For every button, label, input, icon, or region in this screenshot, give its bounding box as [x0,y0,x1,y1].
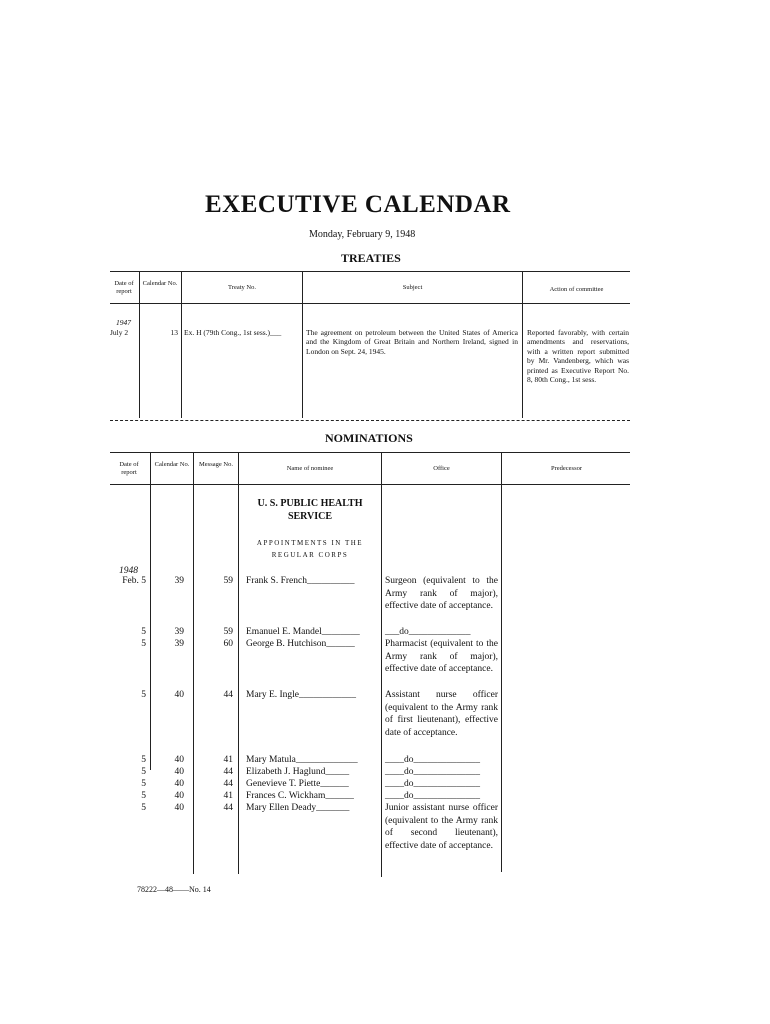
row-message-no: 44 [223,779,233,789]
row-message-no: 60 [223,639,233,649]
col-header-treaty-no: Treaty No. [228,284,256,291]
column-divider [150,452,151,770]
row-date: 5 [141,791,146,801]
row-date: 5 [141,779,146,789]
col-header-action: Action of committee [549,286,604,293]
rule [110,452,630,453]
rule [110,420,630,421]
column-divider [302,271,303,418]
date-line: Monday, February 9, 1948 [309,229,416,240]
row-message-no: 44 [223,803,233,813]
row-message-no: 59 [223,576,233,586]
footer-print-code: 78222—48——No. 14 [137,885,211,894]
row-name: Mary E. Ingle____________ [246,690,357,700]
row-message-no: 44 [223,767,233,777]
row-name: Genevieve T. Piette______ [246,779,349,789]
row-name: Frank S. French__________ [246,576,355,586]
col-header-calendar-no: Calendar No. [142,280,178,287]
nominations-heading: NOMINATIONS [325,431,413,445]
row-calendar-no: 40 [174,690,184,700]
row-office: Surgeon (equivalent to the Army rank of major), effective date of acceptance. [385,576,498,612]
row-name: George B. Hutchison______ [246,639,355,649]
row-treaty-no: Ex. H (79th Cong., 1st sess.)___ [184,328,282,337]
column-divider [181,271,182,418]
rule [110,303,630,304]
row-office: ____do______________ [385,755,480,765]
page-title: EXECUTIVE CALENDAR [205,191,511,218]
row-date: 5 [141,639,146,649]
row-calendar-no: 40 [174,755,184,765]
col-header-calendar-no: Calendar No. [154,461,190,468]
rule [110,271,630,272]
row-date: 5 [141,803,146,813]
row-message-no: 41 [223,755,233,765]
column-divider [238,452,239,874]
col-header-office: Office [433,465,450,472]
row-office: Junior assistant nurse officer (equivalent to the Army rank of second lieutenant), effective date of acceptance. [385,803,498,851]
subsection-title: APPOINTMENTS IN THE REGULAR CORPS [256,539,364,559]
col-header-message-no: Message No. [199,461,233,468]
year-label: 1948 [119,566,138,576]
treaties-heading: TREATIES [341,251,401,265]
row-date: 5 [141,690,146,700]
row-action: Reported favorably, with certain amendments and reservations, with a written report submitted by Mr. Vandenberg, which was printed as Executive Report No. 8, 80th Cong., 1st sess. [527,328,629,384]
row-office: Pharmacist (equivalent to the Army rank of major), effective date of acceptance. [385,639,498,675]
column-divider [381,452,382,877]
column-divider [501,452,502,872]
section-title: U. S. PUBLIC HEALTH SERVICE [257,498,363,522]
row-message-no: 59 [223,627,233,637]
row-date: July 2 [110,328,129,337]
row-date: 5 [141,767,146,777]
row-subject: The agreement on petroleum between the United States of America and the Kingdom of Great Britain and Northern Ireland, signed in London on Sept. 24, 1945. [306,328,518,356]
col-header-name: Name of nominee [286,465,334,472]
row-calendar-no: 40 [174,767,184,777]
rule [110,484,630,485]
col-header-date: Date of report [119,461,139,477]
row-date: Feb. 5 [122,576,146,586]
column-divider [193,452,194,874]
column-divider [139,271,140,418]
row-date: 5 [141,755,146,765]
year-label: 1947 [116,318,131,327]
row-calendar-no: 39 [174,627,184,637]
row-calendar-no: 40 [174,791,184,801]
row-office: Assistant nurse officer (equivalent to the Army rank of first lieutenant), effective date of acceptance. [385,690,498,738]
row-office: ___do_____________ [385,627,471,637]
row-office: ____do______________ [385,791,480,801]
col-header-subject: Subject [402,284,423,291]
row-office: ____do______________ [385,779,480,789]
row-name: Frances C. Wickham______ [246,791,354,801]
row-calendar-no: 39 [174,576,184,586]
row-name: Elizabeth J. Haglund_____ [246,767,350,777]
row-message-no: 44 [223,690,233,700]
row-name: Mary Ellen Deady_______ [246,803,350,813]
row-date: 5 [141,627,146,637]
row-message-no: 41 [223,791,233,801]
row-name: Emanuel E. Mandel________ [246,627,360,637]
row-office: ____do______________ [385,767,480,777]
row-calendar-no: 39 [174,639,184,649]
row-calendar-no: 13 [170,328,178,337]
row-calendar-no: 40 [174,779,184,789]
col-header-date: Date of report [114,280,134,296]
col-header-predecessor: Predecessor [550,465,583,472]
row-name: Mary Matula_____________ [246,755,358,765]
row-calendar-no: 40 [174,803,184,813]
